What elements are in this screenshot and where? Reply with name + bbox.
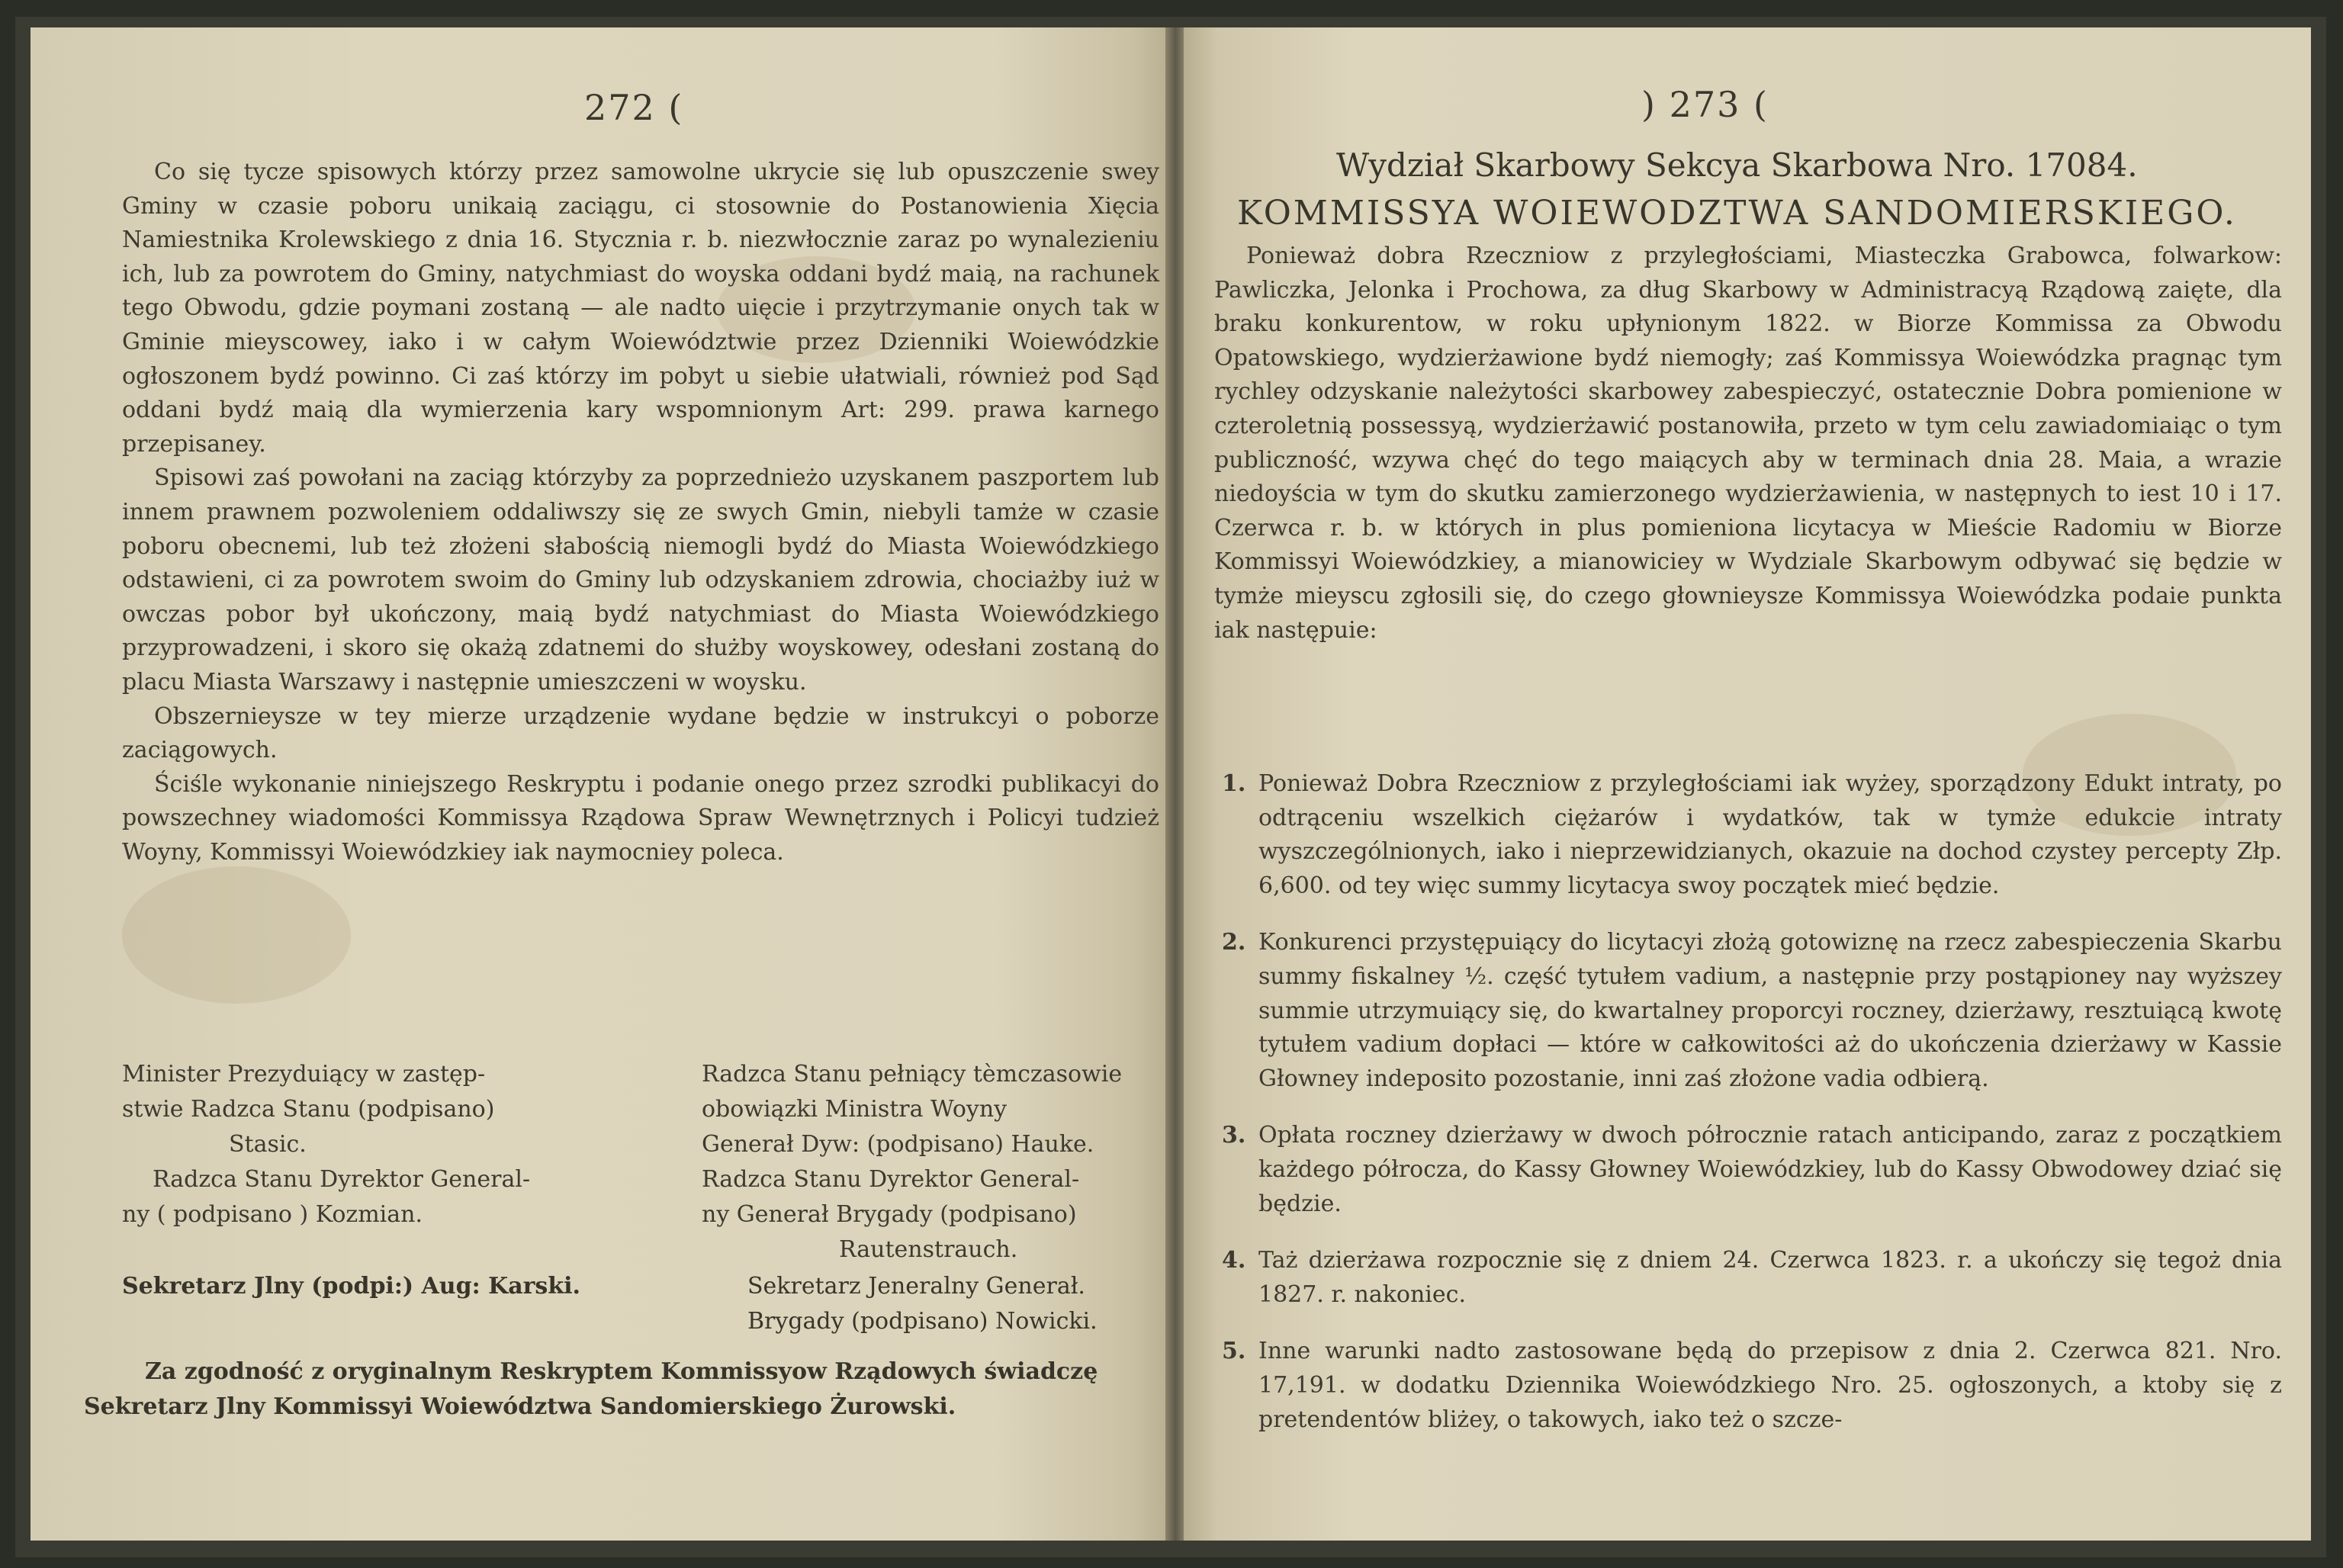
- item-number: 1.: [1222, 770, 1246, 797]
- signature-line: ny Generał Brygady (podpisano): [702, 1201, 1077, 1228]
- page-number: 272 (: [584, 87, 684, 128]
- section-heading: Wydział Skarbowy Sekcya Skarbowa Nro. 17084.: [1336, 146, 2138, 184]
- item-text: Opłata roczney dzierżawy w dwoch półrocznie ratach anticipando, zaraz z początkiem każdego półrocza, do Kassy Głowney Woiewódzkiey, lub do Kassy Obwodowey dziać się będzie.: [1258, 1122, 2282, 1217]
- secretary-right: Brygady (podpisano) Nowicki.: [747, 1308, 1098, 1335]
- attestation-line: Za zgodność z oryginalnym Reskryptem Kommissyow Rządowych świadczę: [145, 1358, 1098, 1385]
- page-number: ) 273 (: [1641, 84, 1769, 125]
- right-page: [1184, 27, 2311, 1541]
- item-number: 3.: [1222, 1122, 1246, 1149]
- commission-heading: KOMMISSYA WOIEWODZTWA SANDOMIERSKIEGO.: [1237, 194, 2237, 233]
- item-text: Konkurenci przystępuiący do licytacyi złożą gotowiznę na rzecz zabespieczenia Skarbu summy fiskalney ½. część tytułem vadium, a następnie przy postąpioney nay wyższey summie utrzymuiący się, do kwartalney proporcyi roczney, dzierżawy, resztuiącą kwotę tytułem vadium dopłaci — które w całkowitości aż do ukończenia dzierżawy w Kassie Głowney indeposito pozostanie, inni zaś złożone vadia odbierą.: [1258, 929, 2282, 1092]
- secretary-right: Sekretarz Jeneralny Generał.: [747, 1273, 1085, 1300]
- signature-line: Radzca Stanu Dyrektor General-: [702, 1166, 1080, 1193]
- item-number: 2.: [1222, 929, 1246, 956]
- paragraph: Co się tycze spisowych którzy przez samowolne ukrycie się lub opuszczenie swey Gminy w czasie poboru unikaią zaciągu, ci stosownie do Postanowienia Xięcia Namiestnika Krolewskiego z dnia 16. Stycznia r. b. niezwłocznie zaraz po wynalezieniu ich, lub za powrotem do Gminy, natychmiast do woyska oddani bydź maią, na rachunek tego Obwodu, gdzie poymani zostaną — ale nadto uięcie i przytrzymanie onych tak w Gminie mieyscowey, iako i w całym Woiewództwie przez Dzienniki Woiewódzkie ogłoszonem bydź powinno. Ci zaś którzy im pobyt u siebie ułatwiali, również pod Sąd oddani bydź maią dla wymierzenia kary wspomnionym Art: 299. prawa karnego przepisaney.: [122, 159, 1159, 458]
- conditions-list: [1214, 744, 2282, 1460]
- intro-text: [1214, 239, 2282, 647]
- body-text: [122, 156, 1159, 869]
- list-item: [1214, 767, 2282, 903]
- list-item: [1214, 1335, 2282, 1437]
- list-item: [1214, 1244, 2282, 1312]
- signature-line: ny ( podpisano ) Kozmian.: [122, 1201, 423, 1228]
- signature-line: Radzca Stanu Dyrektor General-: [153, 1166, 531, 1193]
- paragraph: Ściśle wykonanie niniejszego Reskryptu i podanie onego przez szrodki publikacyi do powszechney wiadomości Kommissya Rządowa Spraw Wewnętrznych i Policyi tudzież Woyny, Kommissyi Woiewódzkiey iak naymocniey poleca.: [122, 770, 1159, 866]
- item-text: Inne warunki nadto zastosowane będą do przepisow z dnia 2. Czerwca 821. Nro. 17,191. w dodatku Dziennika Woiewódzkiego Nro. 25. ogłoszonych, a ktoby się z pretendentów bliżey, o takowych, iako też o szcze-: [1258, 1338, 2282, 1433]
- item-text: Taż dzierżawa rozpocznie się z dniem 24. Czerwca 1823. r. a ukończy się tegoż dnia 1827. r. nakoniec.: [1258, 1247, 2282, 1308]
- paragraph: Spisowi zaś powołani na zaciąg którzyby za poprzednieżo uzyskanem paszportem lub innem prawnem pozwoleniem oddaliwszy się ze swych Gmin, niebyli tamże w czasie poboru obecnemi, lub też złożeni słabością niemogli bydź do Miasta Woiewódzkiego odstawieni, ci za powrotem swoim do Gminy lub odzyskaniem zdrowia, chociażby iuż w owczas pobor był ukończony, maią bydź natychmiast do Miasta Woiewódzkiego przyprowadzeni, i skoro się okażą zdatnemi do służby woyskowey, odesłani zostaną do placu Miasta Warszawy i następnie umieszczeni w woysku.: [122, 464, 1159, 696]
- signature-line: Minister Prezyduiący w zastęp-: [122, 1061, 486, 1088]
- left-page: [31, 27, 1167, 1541]
- signature-line: Stasic.: [229, 1131, 307, 1158]
- paragraph: Ponieważ dobra Rzeczniow z przyległościami, Miasteczka Grabowca, folwarkow: Pawliczka, Jelonka i Prochowa, za dług Skarbowy w Administracyą Rządową zaięte, dla braku konkurentow, w roku upłynionym 1822. w Biorze Kommissa za Obwodu Opatowskiego, wydzierżawione bydź niemogły; zaś Kommissya Woiewódzka pragnąc tym rychley odzyskanie należytości skarbowey zabespieczyć, ostatecznie Dobra pomienione w czteroletnią possessyą, wydzierżawić postanowiła, przeto w tym celu zawiadomiaiąc o tym publiczność, wzywa chęć do tego maiących aby w terminach dnia 28. Maia, a wrazie niedoyścia w tym do skutku zamierzonego wydzierżawienia, w następnych to iest 10 i 17. Czerwca r. b. w których in plus pomieniona licytacya w Mieście Radomiu w Biorze Kommissyi Woiewódzkiey, a mianowiciey w Wydziale Skarbowym odbywać się będzie w tymże mieyscu zgłosili się, do czego głownieysze Kommissya Woiewódzka podaie punkta iak następuie:: [1214, 243, 2282, 644]
- item-text: Ponieważ Dobra Rzeczniow z przyległościami iak wyżey, sporządzony Edukt intraty, po odtrąceniu wszelkich ciężarów i wydatków, tak w tymże edukcie intraty wyszczególnionych, iako i nieprzewidzianych, okazuie na dochod czystey percepty Złp. 6,600. od tey więc summy licytacya swoy początek mieć będzie.: [1258, 770, 2282, 899]
- item-number: 4.: [1222, 1247, 1246, 1274]
- book-gutter: [1165, 27, 1185, 1541]
- signature-line: Radzca Stanu pełniący tèmczasowie obowiązki Ministra Woyny: [702, 1061, 1123, 1123]
- signature-line: Generał Dyw: (podpisano) Hauke.: [702, 1131, 1094, 1158]
- signature-line: Rautenstrauch.: [839, 1236, 1018, 1263]
- secretary-left: Sekretarz Jlny (podpi:) Aug: Karski.: [122, 1273, 580, 1300]
- list-item: [1214, 926, 2282, 1096]
- list-item: [1214, 1119, 2282, 1221]
- signature-right: [702, 1057, 1175, 1268]
- paper-stain: [122, 866, 351, 1004]
- signature-line: stwie Radzca Stanu (podpisano): [122, 1096, 495, 1123]
- attestation-line: Sekretarz Jlny Kommissyi Woiewództwa Sandomierskiego Żurowski.: [84, 1393, 956, 1420]
- signature-left: [122, 1057, 530, 1232]
- paragraph: Obszernieysze w tey mierze urządzenie wydane będzie w instrukcyi o poborze zaciągowych.: [122, 702, 1159, 764]
- item-number: 5.: [1222, 1338, 1246, 1365]
